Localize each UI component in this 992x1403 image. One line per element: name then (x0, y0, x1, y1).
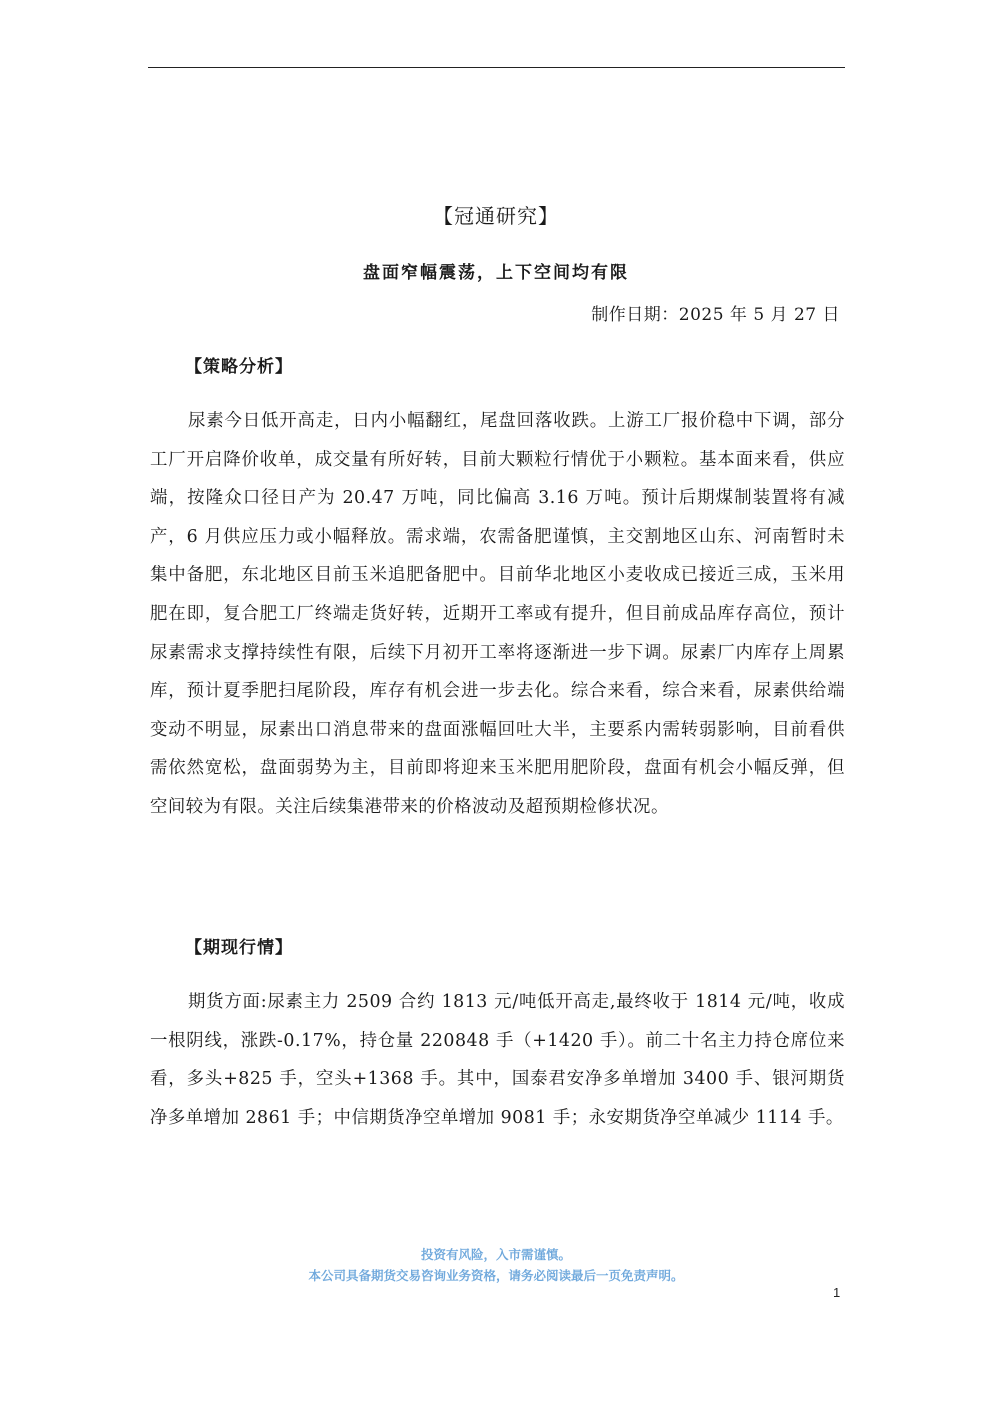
strategy-paragraph: 尿素今日低开高走，日内小幅翻红，尾盘回落收跌。上游工厂报价稳中下调，部分工厂开启降价收单，成交量有所好转，目前大颗粒行情优于小颗粒。基本面来看，供应端，按隆众口径日产为 20.47 万吨，同比偏高 3.16 万吨。预计后期煤制装置将有减产，6 月供应压力或小幅释放。需求端，农需备肥谨慎，主交割地区山东、河南暂时未集中备肥，东北地区目前玉米追肥备肥中。目前华北地区小麦收成已接近三成，玉米用肥在即，复合肥工厂终端走货好转，近期开工率或有提升，但目前成品库存高位，预计尿素需求支撑持续性有限，后续下月初开工率将逐渐进一步下调。尿素厂内库存上周累库，预计夏季肥扫尾阶段，库存有机会进一步去化。综合来看，综合来看，尿素供给端变动不明显，尿素出口消息带来的盘面涨幅回吐大半，主要系内需转弱影响，目前看供需依然宽松，盘面弱势为主，目前即将迎来玉米肥用肥阶段，盘面有机会小幅反弹，但空间较为有限。关注后续集港带来的价格波动及超预期检修状况。 (150, 411, 845, 817)
report-headline: 盘面窄幅震荡，上下空间均有限 (363, 263, 629, 283)
section-heading-market: 【期现行情】 (185, 938, 293, 958)
market-paragraph: 期货方面:尿素主力 2509 合约 1813 元/吨低开高走,最终收于 1814 元/吨，收成一根阴线，涨跌-0.17%，持仓量 220848 手（+1420 手）。前二十名主力持仓席位来看，多头+825 手，空头+1368 手。其中，国泰君安净多单增加 3400 手、银河期货净多单增加 2861 手；中信期货净空单增加 9081 手；永安期货净空单减少 1114 手。 (150, 992, 845, 1128)
disclaimer-notice: 本公司具备期货交易咨询业务资格，请务必阅读最后一页免责声明。 (308, 1268, 684, 1283)
header-rule (148, 67, 845, 68)
report-date: 制作日期：2025 年 5 月 27 日 (591, 305, 840, 325)
risk-notice: 投资有风险，入市需谨慎。 (420, 1247, 571, 1262)
page-number: 1 (833, 1285, 841, 1300)
section-heading-strategy: 【策略分析】 (185, 357, 293, 377)
brand-title: 【冠通研究】 (433, 204, 559, 228)
